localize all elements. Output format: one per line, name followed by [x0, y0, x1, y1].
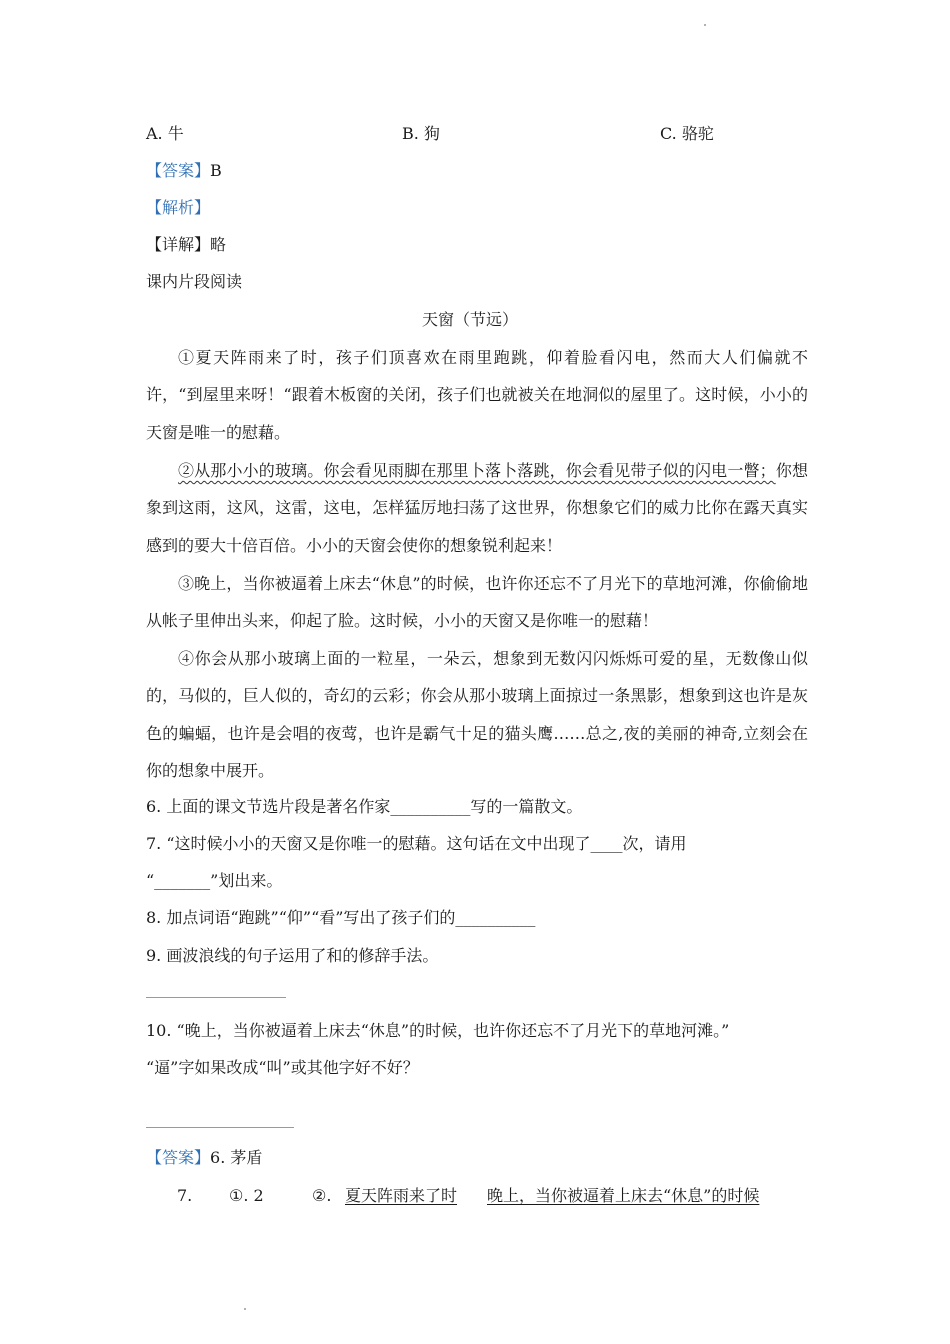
- answer-7-part-1: ①. 2: [229, 1186, 264, 1205]
- option-a: A. 牛: [146, 124, 184, 143]
- answer-line-2: [146, 1148, 262, 1168]
- answer-7-part-2-mark: ②.: [312, 1186, 332, 1205]
- question-6: 6. 上面的课文节选片段是著名作家__________写的一篇散文。: [146, 797, 583, 816]
- paragraph-1: ①夏天阵雨来了时，孩子们顶喜欢在雨里跑跳，仰着脸看闪电，然而大人们偏就不许，“到屋里来呀！“跟着木板窗的关闭，孩子们也就被关在地洞似的屋里了。这时候，小小的天窗是唯一的慰藉。: [146, 348, 808, 442]
- option-b: B. 狗: [402, 124, 440, 143]
- paragraph-4: ④你会从那小玻璃上面的一粒星，一朵云，想象到无数闪闪烁烁可爱的星，无数像山似的，马似的，巨人似的，奇幻的云彩；你会从那小玻璃上面掠过一条黑影，想象到这也许是灰色的蝙蝠，也许是会唱的夜莺，也许是霸气十足的猫头鹰……总之,夜的美丽的神奇,立刻会在你的想象中展开。: [146, 649, 808, 781]
- answer-label: 【答案】: [146, 161, 211, 180]
- answer-blank-line-9: [146, 997, 286, 998]
- question-7-line-2: “_______”划出来。: [146, 871, 283, 890]
- question-7-line-1: 7. “这时候小小的天窗又是你唯一的慰藉。这句话在文中出现了____次，请用: [146, 834, 687, 853]
- detail-label: 【详解】: [146, 235, 211, 254]
- answer-label-2: 【答案】: [146, 1148, 211, 1167]
- detail-line: [146, 235, 226, 255]
- question-10-line-1: 10. “晚上，当你被逼着上床去“休息”的时候，也许你还忘不了月光下的草地河滩。”: [146, 1021, 730, 1040]
- option-c: C. 骆驼: [660, 124, 714, 143]
- question-10-line-2: “逼”字如果改成“叫”或其他字好不好？: [146, 1058, 419, 1077]
- corner-dot-top: [704, 24, 706, 26]
- wavy-sentence: ②从那小小的玻璃。你会看见雨脚在那里卜落卜落跳，你会看见带子似的闪电一瞥；: [178, 461, 776, 480]
- detail-value: 略: [210, 235, 227, 254]
- corner-dot-bottom: [244, 1308, 246, 1310]
- answer-7-underlined-2: 晚上，当你被逼着上床去“休息”的时候: [487, 1186, 760, 1205]
- answer-value-2: 6. 茅盾: [210, 1148, 263, 1167]
- answer-line-1: [146, 161, 222, 181]
- answer-value: B: [210, 161, 222, 180]
- answer-blank-line-10: [146, 1127, 294, 1128]
- passage-title: 天窗（节远）: [422, 310, 519, 329]
- answer-7-number: 7.: [177, 1186, 193, 1205]
- question-9: 9. 画波浪线的句子运用了和的修辞手法。: [146, 946, 439, 965]
- paragraph-3: ③晚上，当你被逼着上床去“休息”的时候，也许你还忘不了月光下的草地河滩，你偷偷地从帐子里伸出头来，仰起了脸。这时候，小小的天窗又是你唯一的慰藉！: [146, 574, 808, 631]
- answer-7-underlined-1: 夏天阵雨来了时: [345, 1186, 458, 1205]
- section-title: 课内片段阅读: [146, 272, 243, 291]
- paragraph-2-rest: 你想象到这雨，这风，这雷，这电，怎样猛厉地扫荡了这世界，你想象它们的威力比你在露天真实感到的要大十倍百倍。小小的天窗会使你的想象锐利起来！: [146, 461, 808, 555]
- question-8: 8. 加点词语“跑跳”“仰”“看”写出了孩子们的__________: [146, 908, 536, 927]
- paragraph-2: [146, 452, 808, 564]
- analysis-label: 【解析】: [146, 198, 211, 217]
